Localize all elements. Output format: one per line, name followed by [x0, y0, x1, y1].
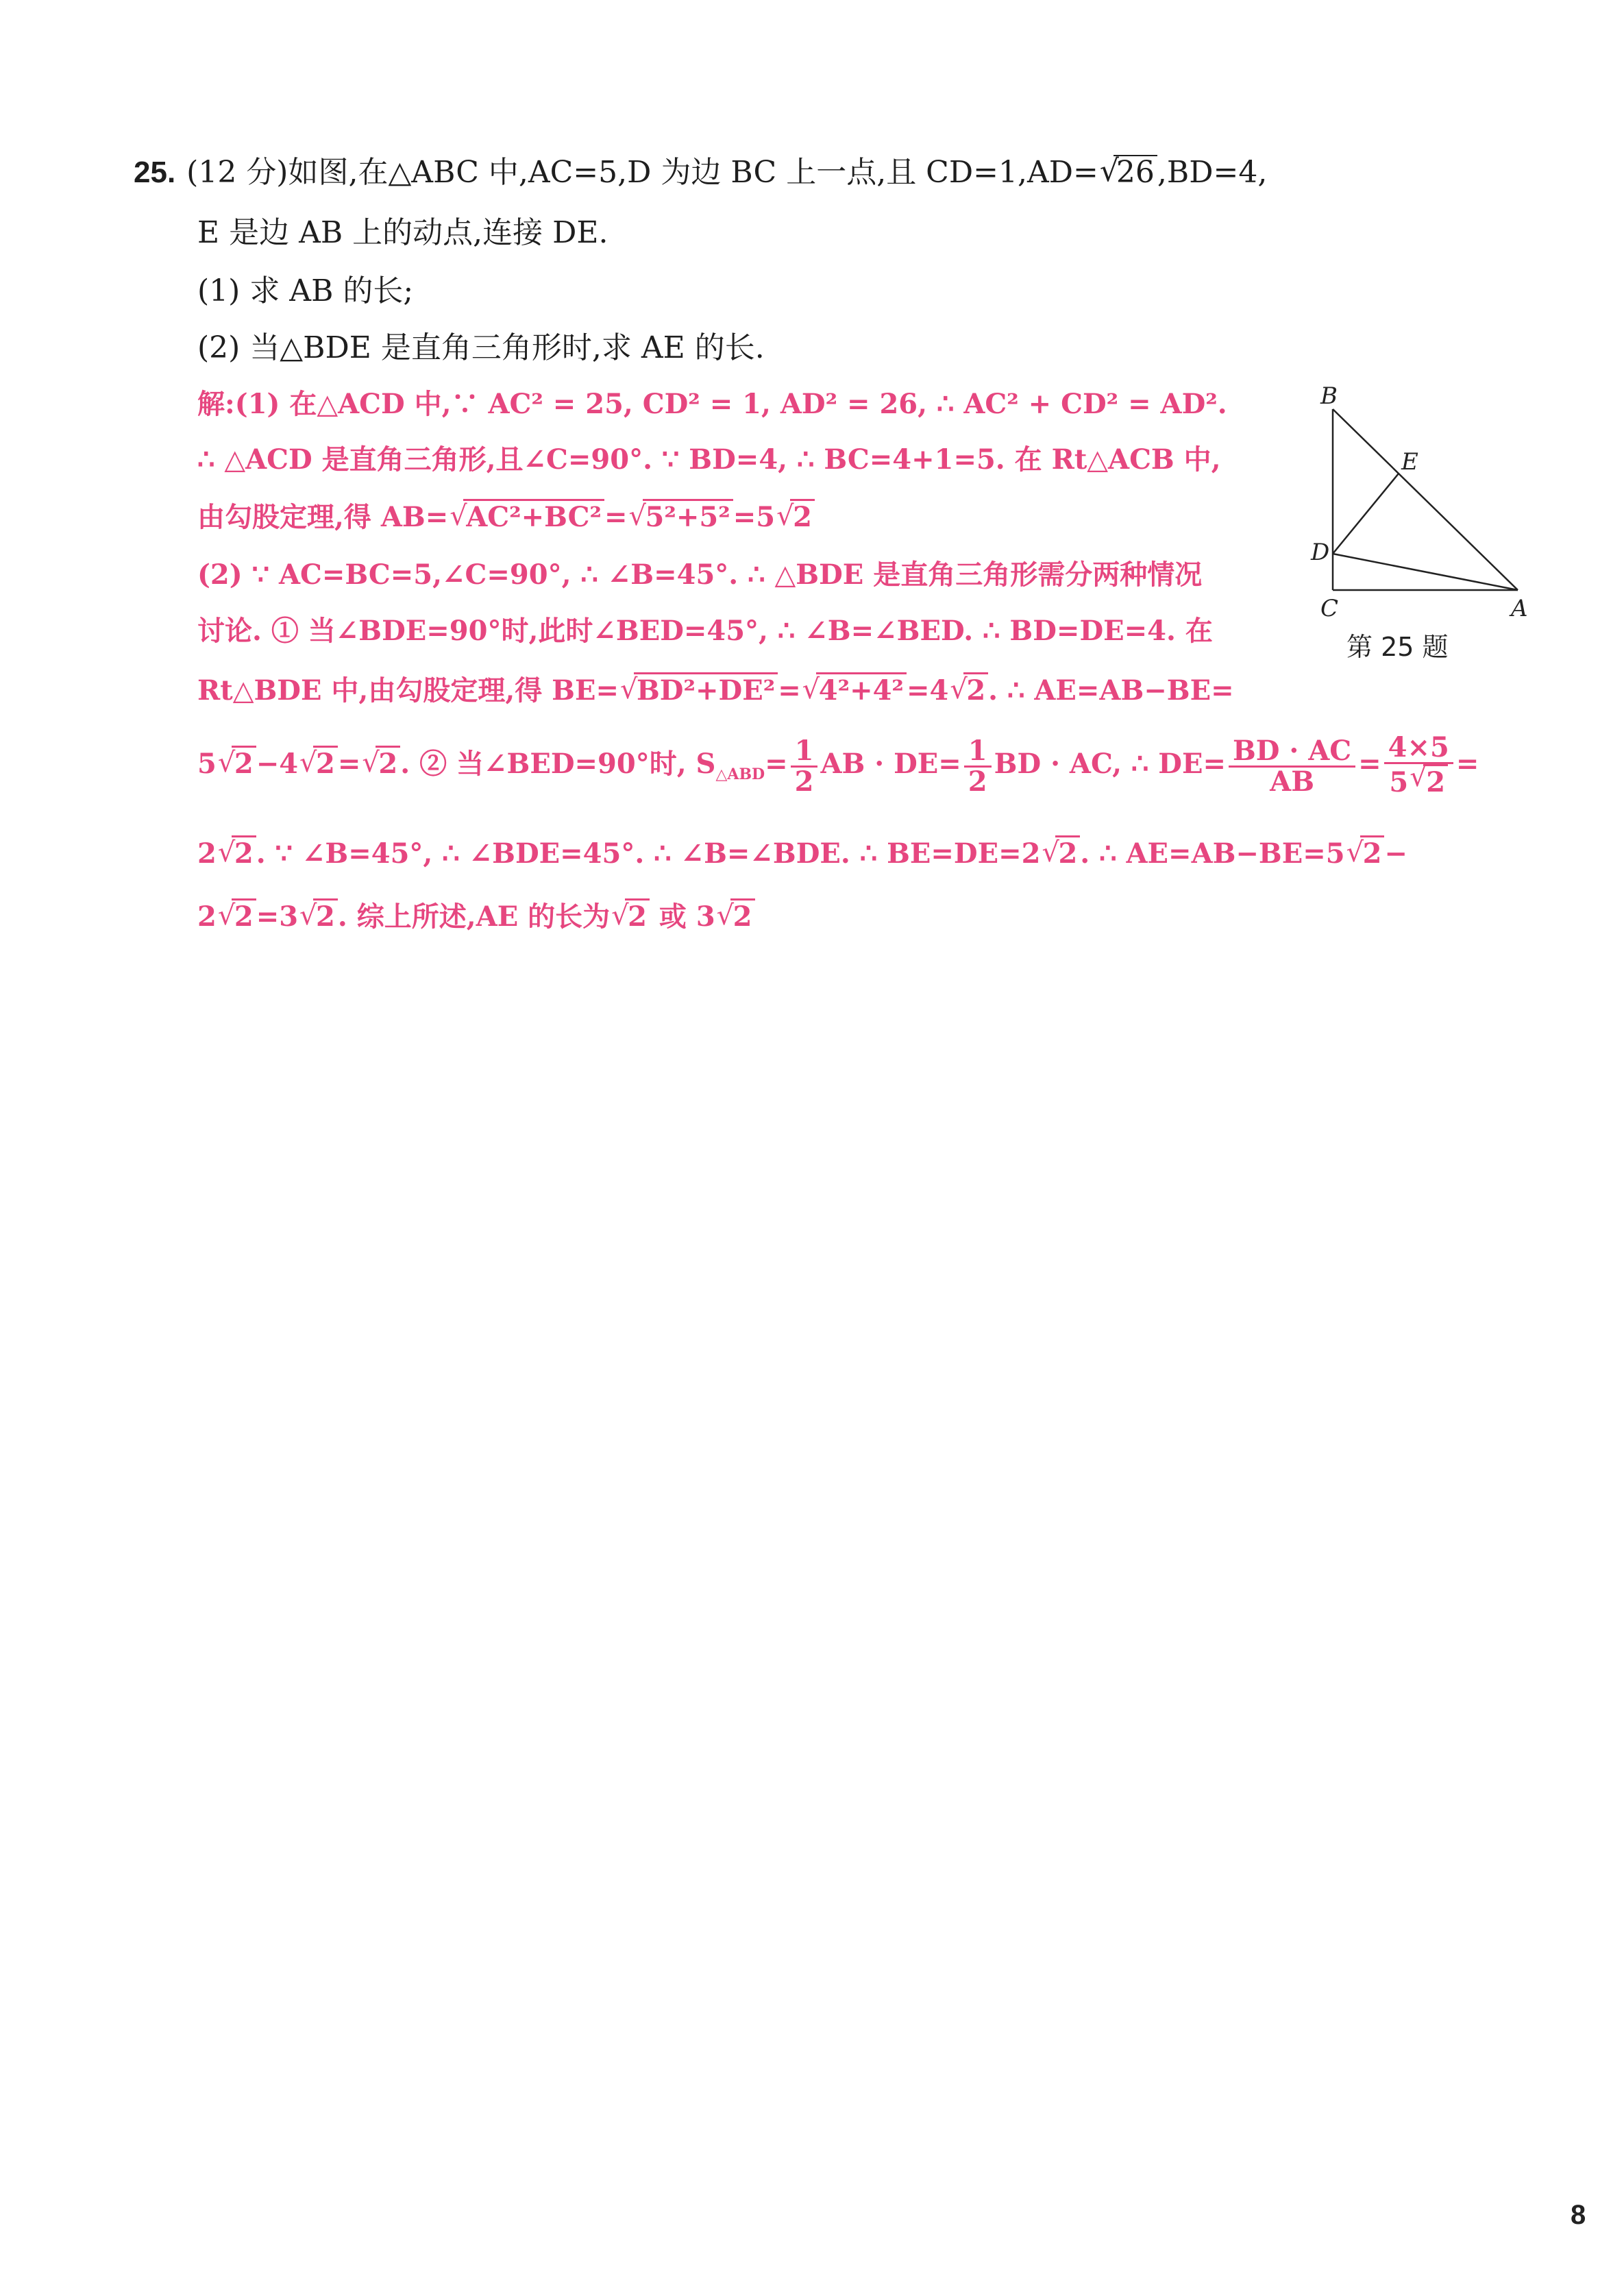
sqrt: √ BD²+DE² [620, 672, 778, 710]
solution-line-6: Rt△BDE 中,由勾股定理,得 BE=√ BD²+DE² =√ 4²+4² =4√ 2 . ∴ AE=AB−BE= [197, 672, 1234, 710]
solution-line-5: 讨论. ① 当∠BDE=90°时,此时∠BED=45°, ∴ ∠B=∠BED. ∴ BD=DE=4. 在 [197, 615, 1213, 647]
fraction: $\frac{BD \cdot AC}{AB}$ [1229, 737, 1355, 796]
solution-line-7: 5√ 2 −4√ 2 =√ 2 . ② 当∠BED=90°时, $S_{\triangle ABD}=$ $\frac{1}{2}$ AB · DE= $\frac{1}{2}$ BD · AC, ∴ DE= $\frac{BD \cdot AC}{AB}$ = $\frac{4\times 5}{5√ 2}$ = [197, 733, 1479, 799]
solution-line-2: ∴ △ACD 是直角三角形,且∠C=90°. ∵ BD=4, ∴ BC=4+1=5. 在 Rt△ACB 中, [197, 443, 1221, 476]
segment-ab [1333, 409, 1518, 590]
figure-caption: 第 25 题 [1346, 632, 1449, 662]
sqrt: √ AC²+BC² [450, 498, 604, 537]
label-e: E [1401, 448, 1418, 476]
label-a: A [1511, 595, 1528, 622]
page-number: 8 [1571, 2200, 1586, 2230]
sqrt: √ 2 [362, 744, 400, 785]
solution-line-1: 解:(1) 在△ACD 中,∵ AC² = 25, CD² = 1, AD² = 26, ∴ AC² + CD² = AD². [197, 388, 1227, 420]
sqrt: √ 2 [611, 898, 650, 936]
sqrt: √ 2 [1042, 835, 1080, 873]
solution-line-9: 2√ 2 =3√ 2 . 综上所述,AE 的长为√ 2 或 3√ 2 [197, 898, 755, 936]
question-number: 25. [134, 156, 176, 189]
sqrt: √ 2 [1410, 764, 1448, 799]
question-part-1: (1) 求 AB 的长; [197, 273, 414, 308]
sqrt: √ 2 [776, 498, 815, 537]
sqrt: √ 2 [218, 898, 256, 936]
sqrt: √ 2 [218, 835, 256, 873]
label-d: D [1311, 539, 1330, 566]
question-part-2: (2) 当△BDE 是直角三角形时,求 AE 的长. [197, 330, 765, 365]
segment-de [1333, 474, 1399, 554]
fraction: $\frac{1}{2}$ [964, 737, 992, 796]
sqrt: √ 2 [299, 898, 338, 936]
sqrt: √ 2 [218, 744, 256, 785]
solution-line-8: 2√ 2 . ∵ ∠B=45°, ∴ ∠BDE=45°. ∴ ∠B=∠BDE. ∴ BE=DE=2√ 2 . ∴ AE=AB−BE=5√ 2 − [197, 835, 1407, 873]
label-c: C [1320, 595, 1339, 622]
sqrt: √ 2 [950, 672, 988, 710]
sqrt: √ 2 [1346, 835, 1385, 873]
sqrt: √ 26 [1100, 152, 1157, 193]
sqrt: √ 2 [299, 744, 338, 785]
fraction: $\frac{4\times 5}{5√ 2}$ [1384, 733, 1453, 799]
sqrt: √ 5²+5² [629, 498, 733, 537]
question-line-1: 25. (12 分)如图,在△ABC 中,AC=5,D 为边 BC 上一点,且 CD=1,AD=√ 26,BD=4, [134, 152, 1267, 193]
solution-line-4: (2) ∵ AC=BC=5,∠C=90°, ∴ ∠B=45°. ∴ △BDE 是直角三角形需分两种情况 [197, 559, 1203, 591]
label-b: B [1320, 382, 1338, 410]
question-line-2: E 是边 AB 上的动点,连接 DE. [197, 215, 608, 250]
solution-line-3: 由勾股定理,得 AB=√ AC²+BC² =√ 5²+5² =5√ 2 [197, 498, 815, 537]
segment-ad [1333, 554, 1518, 590]
sqrt: √ 4²+4² [802, 672, 907, 710]
fraction: $\frac{1}{2}$ [791, 737, 818, 796]
sqrt: √ 2 [717, 898, 755, 936]
